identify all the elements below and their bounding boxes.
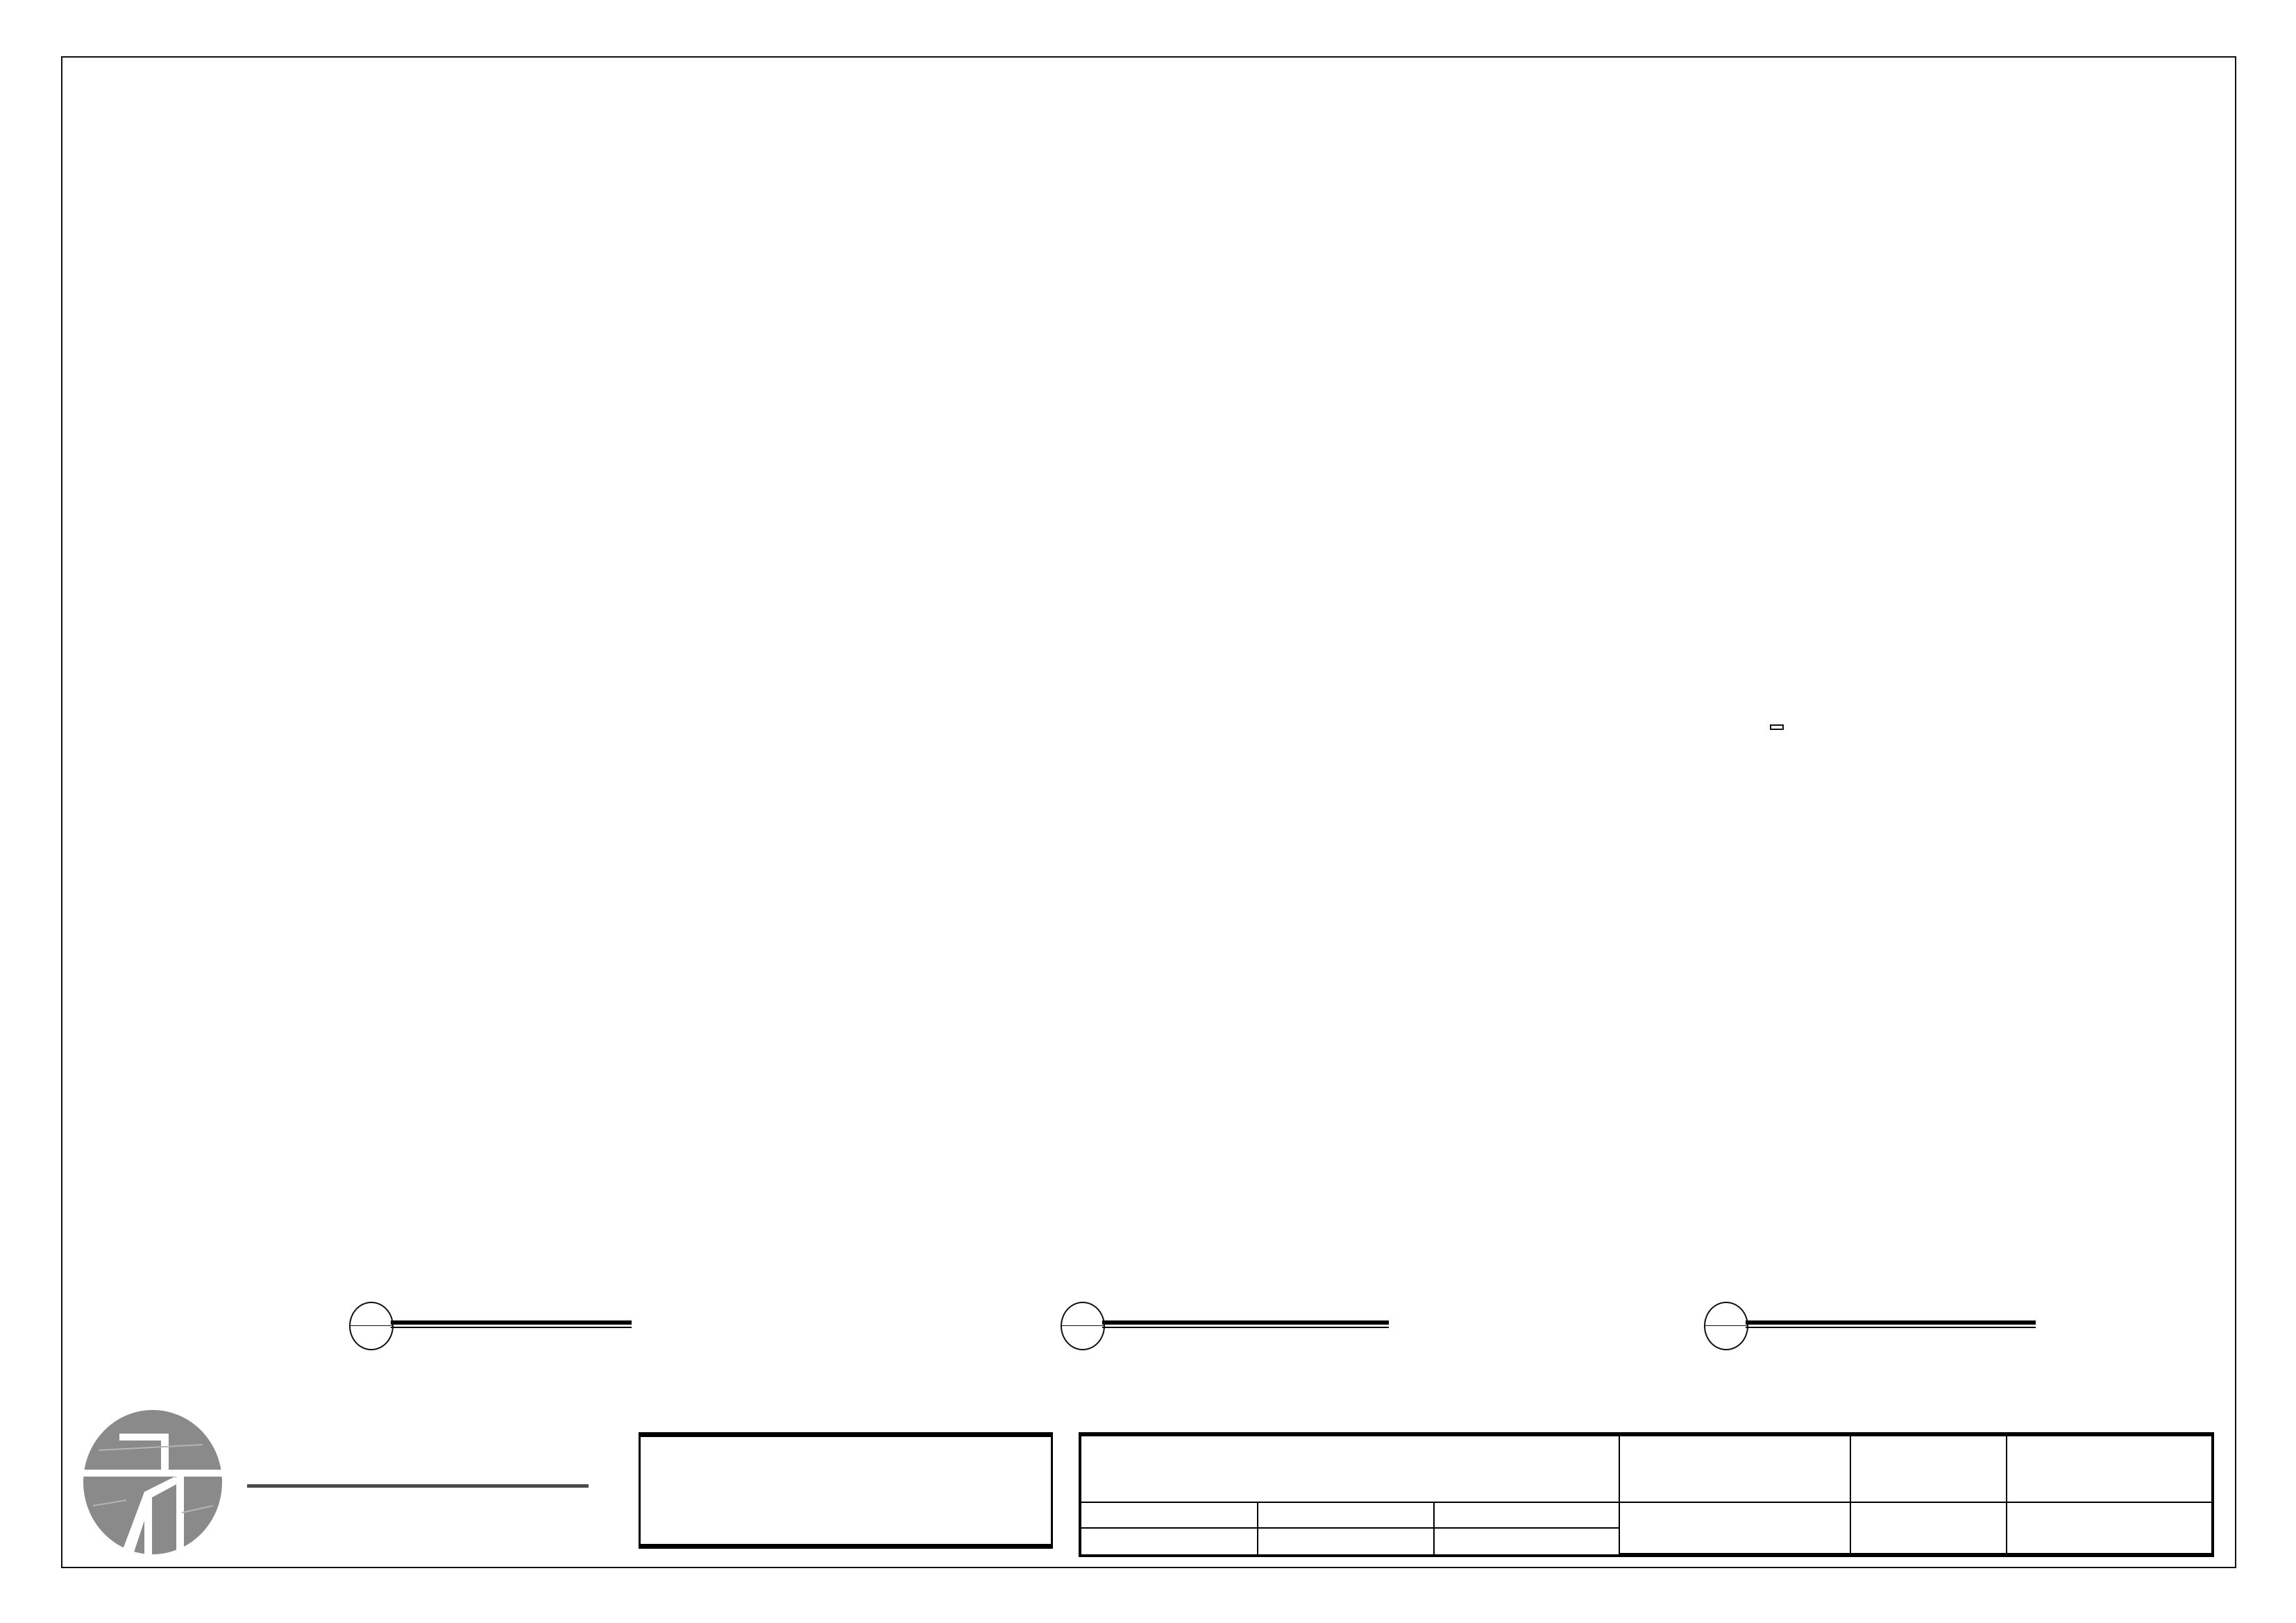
title-strip-section: [1704, 1288, 2036, 1366]
title-strip-plan: [349, 1288, 632, 1366]
checker-cell: [1258, 1503, 1435, 1527]
company-logo: [78, 1409, 228, 1558]
title-bar-rule: [391, 1320, 632, 1325]
ref-number: [1705, 1303, 1747, 1326]
date-cell: [1435, 1529, 1619, 1554]
title-thin-rule: [1102, 1327, 1389, 1328]
drawing-ref-bubble: [1061, 1302, 1105, 1350]
ref-number: [1062, 1303, 1104, 1326]
client-sign-cell: [1851, 1436, 2007, 1503]
title-thin-rule: [391, 1327, 632, 1328]
title-block-table: [1079, 1432, 2214, 1557]
designer-cell: [1081, 1503, 1258, 1527]
sheet-name-cell: [1620, 1436, 1851, 1503]
section-annotation-frame: [1770, 724, 1784, 730]
project-name-cell: [1081, 1436, 1620, 1503]
project-manager-cell: [1258, 1529, 1435, 1554]
scale-cell: [1435, 1503, 1619, 1527]
draw-row-cell: [1081, 1529, 1620, 1554]
copyright-note: [639, 1432, 1053, 1549]
drawing-no-cell: [1620, 1503, 1851, 1554]
note-cell: [1851, 1503, 2007, 1554]
draftsman-cell: [1081, 1529, 1258, 1554]
drawing-ref-bubble: [349, 1302, 394, 1350]
ref-number: [351, 1303, 392, 1326]
title-bar-rule: [1102, 1320, 1389, 1325]
title-bar-rule: [1746, 1320, 2036, 1325]
design-row-cell: [1081, 1503, 1620, 1529]
title-thin-rule: [1746, 1327, 2036, 1328]
drawing-ref-bubble: [1704, 1302, 1748, 1350]
license-seal-cell: [2007, 1436, 2214, 1503]
title-strip-grid: [1061, 1288, 1389, 1366]
issue-seal-cell: [2007, 1503, 2214, 1554]
logo-divider: [247, 1484, 589, 1488]
